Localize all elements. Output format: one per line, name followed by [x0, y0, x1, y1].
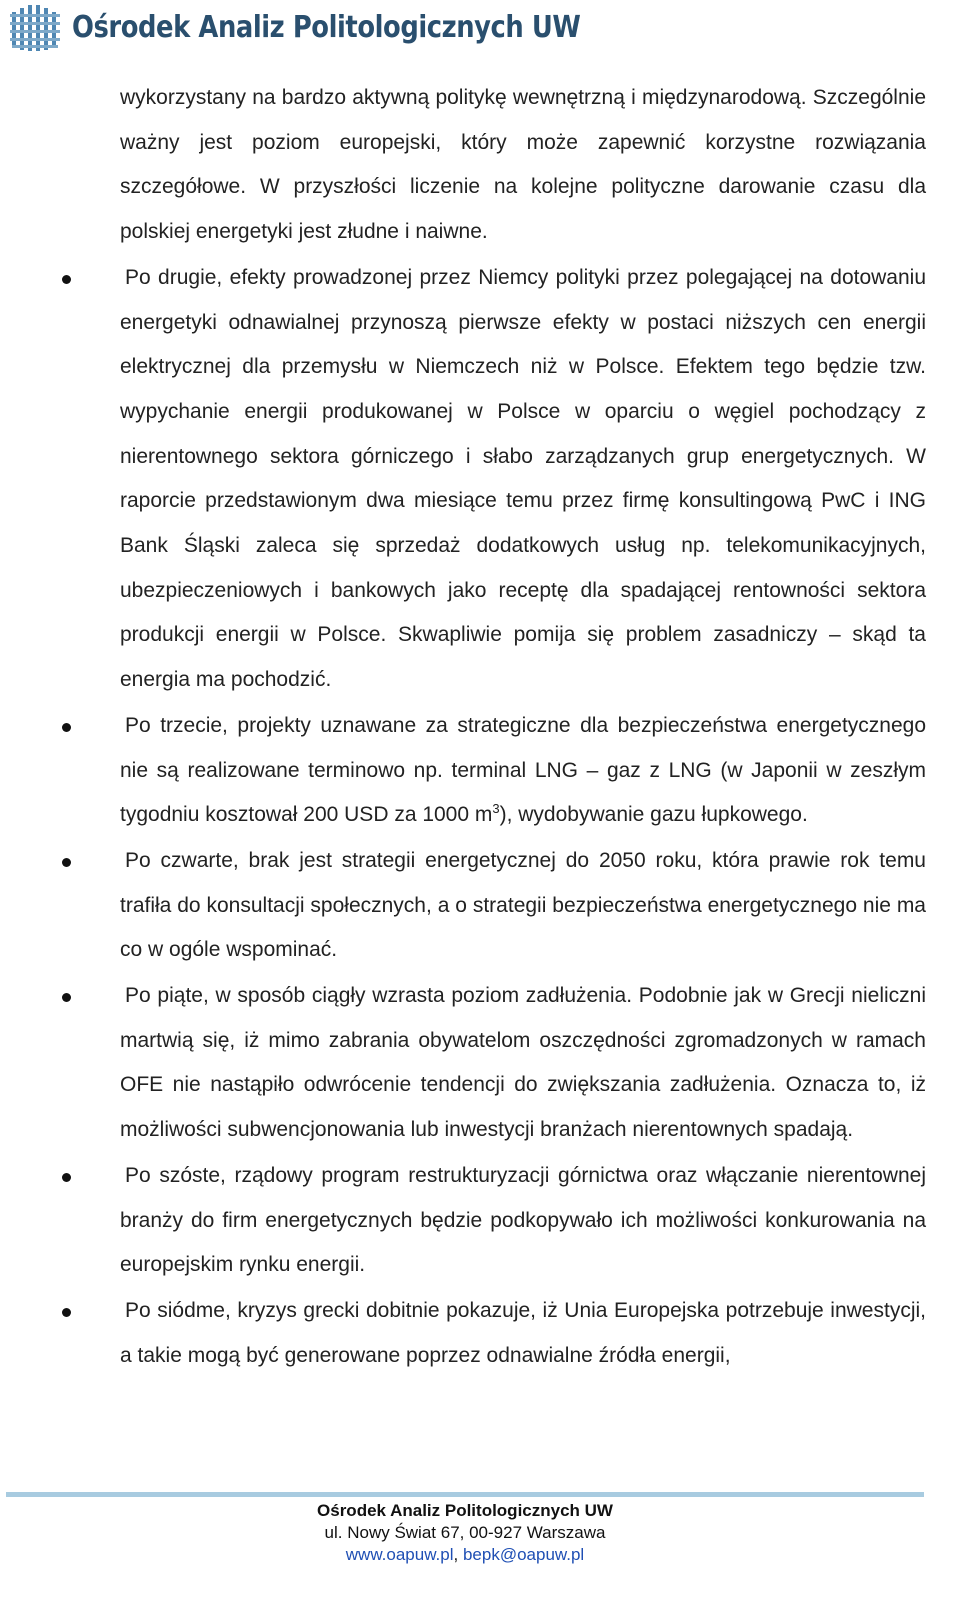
list-item-text: Po piąte, w sposób ciągły wzrasta poziom zadłużenia. Podobnie jak w Grecji nieliczni martwią się, iż mimo zabrania obywatelom oszczędności zgromadzonych w ramach OFE nie nastąpiło odwrócenie tendencji do zwiększania zadłużenia. Oznacza to, iż możliwości subwencjonowania lub inwestycji branżach nierentownych spadają. [120, 984, 926, 1142]
list-item-text-after: ), wydobywanie gazu łupkowego. [499, 803, 808, 827]
page-footer [0, 1500, 930, 1566]
list-item-text: Po trzecie, projekty uznawane za strategiczne dla bezpieczeństwa energetycznego nie są realizowane terminowo np. terminal LNG – gaz z LNG (w Japonii w zeszłym tygodniu kosztował 200 USD za 1000 m [120, 713, 926, 827]
list-item [120, 1154, 926, 1288]
list-item [120, 256, 926, 703]
bullet-icon [62, 993, 71, 1002]
document-body [120, 76, 926, 1378]
list-item [120, 839, 926, 973]
list-item-text: Po drugie, efekty prowadzonej przez Niemcy polityki przez polegającej na dotowaniu energetyki odnawialnej przynoszą pierwsze efekty w postaci niższych cen energii elektrycznej dla przemysłu w Niemczech niż w Polsce. Efektem tego będzie tzw. wypychanie energii produkowanej w Polsce w oparciu o węgiel pochodzący z nierentownego sektora górniczego i słabo zarządzanych grup energetycznych. W raporcie przedstawionym dwa miesiące temu przez firmę konsultingową PwC i ING Bank Śląski zaleca się sprzedaż dodatkowych usług np. telekomunikacyjnych, ubezpieczeniowych i bankowych jako receptę dla spadającej rentowności sektora produkcji energii w Polsce. Skwapliwie pomija się problem zasadniczy – skąd ta energia ma pochodzić. [120, 265, 926, 692]
superscript: 3 [492, 801, 500, 817]
bullet-icon [62, 275, 71, 284]
list-item [120, 704, 926, 838]
email-link[interactable]: bepk@oapuw.pl [462, 1545, 585, 1564]
list-item [120, 1289, 926, 1378]
footer-org-name: Ośrodek Analiz Politologicznych UW [317, 1501, 613, 1520]
website-link[interactable]: www.oapuw.pl [345, 1545, 454, 1564]
footer-contacts [0, 1544, 930, 1566]
list-item-text: Po czwarte, brak jest strategii energetycznej do 2050 roku, która prawie rok temu trafiła do konsultacji społecznych, a o strategii bezpieczeństwa energetycznego nie ma co w ogóle wspominać. [120, 848, 926, 962]
intro-paragraph: wykorzystany na bardzo aktywną politykę wewnętrzną i międzynarodową. Szczególnie ważny jest poziom europejski, który może zapewnić korzystne rozwiązania szczegółowe. W przyszłości liczenie na kolejne polityczne darowanie czasu dla polskiej energetyki jest złudne i naiwne. [120, 86, 926, 244]
bullet-icon [62, 858, 71, 867]
bullet-icon [62, 1308, 71, 1317]
list-item [120, 974, 926, 1153]
list-item-text: Po szóste, rządowy program restrukturyzacji górnictwa oraz włączanie nierentownej branży do firm energetycznych będzie podkopywało ich możliwości konkurowania na europejskim rynku energii. [120, 1163, 926, 1277]
bullet-icon [62, 723, 71, 732]
footer-divider [6, 1492, 924, 1497]
list-item-text: Po siódme, kryzys grecki dobitnie pokazuje, iż Unia Europejska potrzebuje inwestycji, a takie mogą być generowane poprzez odnawialne źródła energii, [120, 1298, 926, 1367]
header-org-name: Ośrodek Analiz Politologicznych UW [72, 9, 581, 45]
contact-separator: , [453, 1545, 463, 1564]
page-header [10, 2, 663, 52]
footer-address: ul. Nowy Świat 67, 00-927 Warszawa [324, 1523, 606, 1542]
logo-grid-icon [10, 2, 62, 52]
bullet-icon [62, 1173, 71, 1182]
